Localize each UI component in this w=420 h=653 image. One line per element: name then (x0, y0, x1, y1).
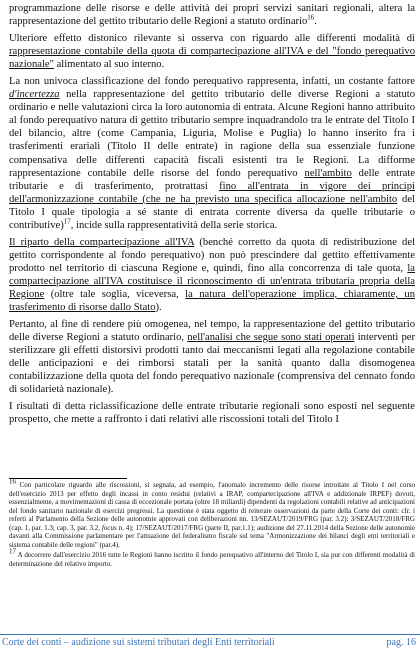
footnote-ref-16[interactable]: 16 (307, 13, 315, 22)
underlined-text: fino all'entrata in vigore dei principi dell'armonizzazione contabile (che ne ha previsto una specifica allocazione nell'ambito (9, 180, 415, 205)
paragraph-2 (9, 32, 415, 71)
paragraph-5 (9, 318, 415, 396)
underlined-text: nell'ambito (304, 167, 352, 179)
paragraph-1 (9, 2, 415, 28)
paragraph-text: (oltre tale soglia, viceversa, (44, 288, 186, 300)
paragraph-text: interventi per sterilizzare gli effetti distorsivi prodotti tanto dai meccanismi legati alla regolazione contabile delle anticipazioni e dei rimborsi statali per la sanità quanto dalla disomogenea contabilizzazione della quota del fondo perequativo nazionale (comprensiva del cennato fondo di solidarietà nazionale). (9, 332, 416, 396)
footnote-17 (9, 548, 415, 568)
paragraph-text: ). (155, 302, 162, 314)
footnote-text: Con particolare riguardo alle riscossioni, si segnala, ad esempio, l'anomalo incremento delle risorse introitate al Titolo I nel corso dell'esercizio 2013 per effetto degli incassi in conto residui (relativi a IRAP, compartecipazione all'IVA e addizionale IRPEF) dovuti, essenzialmente, a movimentazioni di cassa di eccezionale portata (oltre 18 miliardi) dipendenti da regolazioni contabili relative ad anticipazioni del fondo sanitario nazionale di esercizi pregressi. La questione è stata oggetto di reiterate osservazioni da parte della Corte dei conti: cfr. i referti al Parlamento della Sezione delle autonomie approvati con deliberazioni nn. 13/SEZAUT/2019/FRG (par. 3.2); 3/SEZAUT/2018/FRG (cap. 1, par. 1.3; cap. 3, par. 3.2, (9, 481, 415, 532)
paragraph-4 (9, 236, 415, 314)
footnotes (9, 477, 416, 570)
paragraph-text: Ulteriore effetto distonico rilevante si osserva con riguardo alle differenti modalità di (9, 33, 415, 45)
paragraph-3 (9, 75, 415, 232)
paragraph-text: La non univoca classificazione del fondo perequativo rappresenta, infatti, un costante fattore (9, 76, 415, 88)
page-number: pag. 16 (386, 637, 416, 648)
footnote-number: 17 (9, 548, 16, 557)
footer-title: Corte dei conti – audizione sui sistemi tributari degli Enti territoriali (2, 637, 275, 648)
paragraph-text: , incide sulla rappresentatività della serie storica. (70, 219, 278, 231)
footnote-number: 16 (9, 477, 16, 486)
footnote-16 (9, 477, 416, 549)
paragraph-text: del Titolo I quale tipologia a sé stante di entrata corrente diversa da quelle tributarie o contributive) (9, 193, 415, 231)
page-footer (2, 637, 416, 651)
underlined-text: la natura dell'operazione implica, chiaramente, un trasferimento di risorse dallo Stato (9, 288, 415, 314)
paragraph-text: (benché corretto da quota di redistribuzione del gettito corrispondente al fondo perequativo) non può prescindere dal gettito effettivamente prodotto nel territorio di ciascuna Regione e, quindi, fino alla concorrenza di tale quota, (9, 236, 415, 274)
main-text (9, 2, 415, 430)
footnote-text: A decorrere dall'esercizio 2016 tutte le Regioni hanno iscritto il fondo perequativo all'interno del Titolo I, sia pur con differenti modalità di determinazione del relativo importo. (9, 551, 415, 568)
underlined-text: rappresentazione contabile della quota di compartecipazione all'IVA e del "fondo perequativo nazionale" (9, 46, 415, 71)
footer-rule (0, 634, 420, 635)
paragraph-text: alimentato al suo interno. (53, 59, 165, 71)
paragraph-text: Pertanto, al fine di rendere più omogenea, nel tempo, la rappresentazione del gettito tributario delle diverse Regioni a statuto ordinario, (9, 319, 415, 344)
underlined-text: Il riparto della compartecipazione all'IVA (9, 236, 195, 248)
footnote-text: n. 4); 17/SEZAUT/2017/FRG (parte II, par.1.1); audizione del 27.11.2014 della Sezione delle autonomie davanti alla Commissione parlamentare per l'attuazione del federalismo fiscale sul tema "Armonizzazione dei bilanci degli enti territoriali e sistema contabile delle regioni" (par.4). (9, 523, 416, 549)
underlined-text: la compartecipazione all'IVA costituisce il riconoscimento di un'entrata tributaria propria della Regione (9, 262, 415, 300)
underlined-text: nell'analisi che segue sono stati operati (187, 332, 355, 344)
footnote-italic: focus (101, 523, 117, 532)
paragraph-text: programmazione delle risorse e delle attività dei propri servizi sanitari regionali, altera la rappresentazione del gettito tributario delle Regioni a statuto ordinario (9, 3, 415, 28)
footnote-separator (9, 478, 127, 479)
paragraph-text: . (314, 16, 317, 28)
underlined-text: d'incertezza (9, 89, 60, 101)
paragraph-text: I risultati di detta riclassificazione delle entrate tributarie regionali sono esposti nel seguente prospetto, che mette a raffronto i dati relativi alle riscossioni totali del Titolo I (9, 401, 415, 426)
footnote-ref-17[interactable]: 17 (63, 217, 71, 226)
paragraph-text: delle entrate tributarie e di trasferimento, protrattasi (9, 167, 415, 192)
paragraph-text: nella rappresentazione del gettito tributario delle diverse Regioni a statuto ordinario e nelle valutazioni circa la loro autonomia di entrata. Alcune Regioni hanno attribuito al fondo perequativo natura di gettito tributario sempre inquadrandolo tra le entrate del Titolo I del bilancio, altre (come Campania, Liguria, Molise e Puglia) lo hanno inserito fra i trasferimenti erariali (Titolo II delle entrate) in ragione della sua essenziale funzione compensativa delle differenti capacità fiscali esistenti tra le Regioni. La difforme rappresentazione contabile delle risorse del fondo perequativo (9, 89, 415, 179)
paragraph-6 (9, 400, 415, 426)
